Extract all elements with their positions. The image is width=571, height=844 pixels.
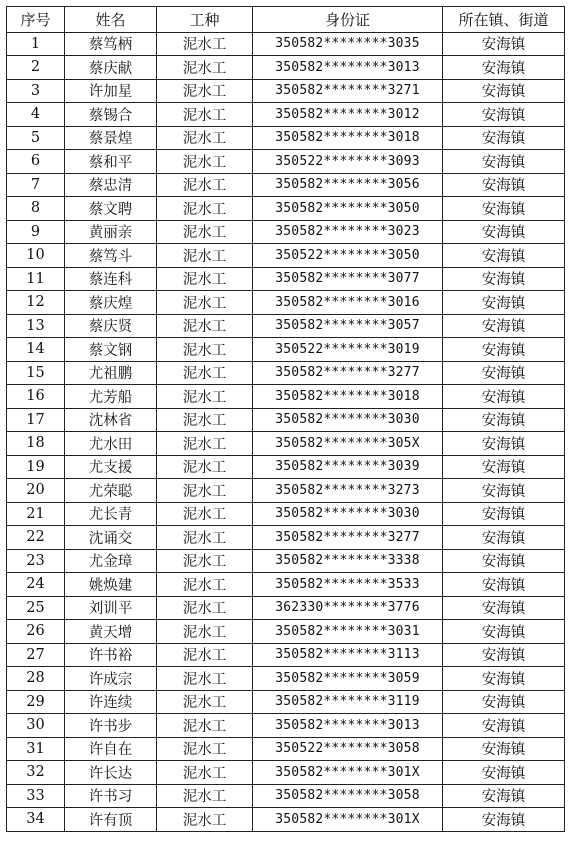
cell-trade: 泥水工: [157, 385, 253, 409]
cell-trade: 泥水工: [157, 737, 253, 761]
cell-index: 17: [7, 408, 65, 432]
cell-id-number: 350582********3277: [253, 361, 443, 385]
cell-index: 27: [7, 643, 65, 667]
cell-town: 安海镇: [443, 573, 565, 597]
cell-index: 32: [7, 761, 65, 785]
cell-name: 许长达: [65, 761, 157, 785]
table-row: [7, 291, 565, 315]
cell-id-number: 350582********3031: [253, 620, 443, 644]
cell-id-number: 350582********301X: [253, 808, 443, 832]
table-row: [7, 338, 565, 362]
cell-index: 30: [7, 714, 65, 738]
cell-town: 安海镇: [443, 432, 565, 456]
table-row: [7, 385, 565, 409]
cell-id-number: 350582********3057: [253, 314, 443, 338]
cell-town: 安海镇: [443, 784, 565, 808]
cell-index: 4: [7, 103, 65, 127]
cell-town: 安海镇: [443, 714, 565, 738]
cell-town: 安海镇: [443, 103, 565, 127]
table-row: [7, 502, 565, 526]
cell-trade: 泥水工: [157, 197, 253, 221]
cell-id-number: 350522********3093: [253, 150, 443, 174]
cell-name: 许成宗: [65, 667, 157, 691]
cell-name: 姚焕建: [65, 573, 157, 597]
cell-trade: 泥水工: [157, 79, 253, 103]
cell-name: 许书习: [65, 784, 157, 808]
cell-trade: 泥水工: [157, 32, 253, 56]
cell-id-number: 350582********3273: [253, 479, 443, 503]
cell-index: 16: [7, 385, 65, 409]
cell-town: 安海镇: [443, 808, 565, 832]
table-row: [7, 56, 565, 80]
cell-id-number: 350582********3113: [253, 643, 443, 667]
cell-name: 蔡笃柄: [65, 32, 157, 56]
cell-name: 蔡景煌: [65, 126, 157, 150]
cell-trade: 泥水工: [157, 761, 253, 785]
cell-index: 1: [7, 32, 65, 56]
cell-name: 沈林省: [65, 408, 157, 432]
cell-town: 安海镇: [443, 502, 565, 526]
table-row: [7, 408, 565, 432]
cell-id-number: 350582********3035: [253, 32, 443, 56]
table-body: [7, 32, 565, 831]
table-row: [7, 126, 565, 150]
header-town-street: 所在镇、街道: [443, 7, 565, 33]
cell-trade: 泥水工: [157, 103, 253, 127]
header-trade: 工种: [157, 7, 253, 33]
table-row: [7, 573, 565, 597]
cell-name: 蔡庆煌: [65, 291, 157, 315]
cell-index: 15: [7, 361, 65, 385]
header-name: 姓名: [65, 7, 157, 33]
cell-town: 安海镇: [443, 667, 565, 691]
cell-name: 蔡文钢: [65, 338, 157, 362]
cell-name: 蔡文聘: [65, 197, 157, 221]
cell-town: 安海镇: [443, 338, 565, 362]
cell-index: 5: [7, 126, 65, 150]
cell-index: 13: [7, 314, 65, 338]
cell-trade: 泥水工: [157, 244, 253, 268]
cell-trade: 泥水工: [157, 784, 253, 808]
cell-town: 安海镇: [443, 761, 565, 785]
cell-trade: 泥水工: [157, 667, 253, 691]
cell-name: 尤芳船: [65, 385, 157, 409]
cell-index: 28: [7, 667, 65, 691]
cell-town: 安海镇: [443, 408, 565, 432]
cell-name: 蔡忠清: [65, 173, 157, 197]
cell-id-number: 350522********3050: [253, 244, 443, 268]
cell-index: 26: [7, 620, 65, 644]
cell-trade: 泥水工: [157, 808, 253, 832]
cell-id-number: 350582********3119: [253, 690, 443, 714]
cell-index: 3: [7, 79, 65, 103]
cell-town: 安海镇: [443, 314, 565, 338]
table-header-row: [7, 7, 565, 33]
cell-id-number: 350582********3030: [253, 502, 443, 526]
cell-name: 蔡庆贤: [65, 314, 157, 338]
cell-trade: 泥水工: [157, 690, 253, 714]
cell-index: 19: [7, 455, 65, 479]
cell-trade: 泥水工: [157, 596, 253, 620]
table-row: [7, 32, 565, 56]
table-row: [7, 361, 565, 385]
cell-name: 蔡锡合: [65, 103, 157, 127]
cell-index: 18: [7, 432, 65, 456]
cell-index: 29: [7, 690, 65, 714]
cell-index: 34: [7, 808, 65, 832]
cell-trade: 泥水工: [157, 643, 253, 667]
cell-id-number: 350582********3056: [253, 173, 443, 197]
cell-town: 安海镇: [443, 220, 565, 244]
cell-name: 许书步: [65, 714, 157, 738]
cell-town: 安海镇: [443, 32, 565, 56]
cell-id-number: 350582********3012: [253, 103, 443, 127]
cell-trade: 泥水工: [157, 126, 253, 150]
cell-id-number: 350582********3039: [253, 455, 443, 479]
cell-name: 许有顶: [65, 808, 157, 832]
cell-town: 安海镇: [443, 150, 565, 174]
cell-trade: 泥水工: [157, 150, 253, 174]
cell-town: 安海镇: [443, 385, 565, 409]
cell-trade: 泥水工: [157, 314, 253, 338]
table-row: [7, 197, 565, 221]
cell-index: 9: [7, 220, 65, 244]
cell-name: 蔡连科: [65, 267, 157, 291]
cell-index: 12: [7, 291, 65, 315]
cell-trade: 泥水工: [157, 56, 253, 80]
cell-index: 11: [7, 267, 65, 291]
cell-town: 安海镇: [443, 173, 565, 197]
cell-town: 安海镇: [443, 549, 565, 573]
table-row: [7, 455, 565, 479]
table-row: [7, 737, 565, 761]
cell-town: 安海镇: [443, 79, 565, 103]
table-row: [7, 267, 565, 291]
cell-id-number: 350582********3277: [253, 526, 443, 550]
cell-index: 20: [7, 479, 65, 503]
cell-town: 安海镇: [443, 126, 565, 150]
cell-id-number: 350582********305X: [253, 432, 443, 456]
cell-index: 14: [7, 338, 65, 362]
cell-index: 31: [7, 737, 65, 761]
cell-trade: 泥水工: [157, 291, 253, 315]
cell-id-number: 350582********3023: [253, 220, 443, 244]
table-row: [7, 479, 565, 503]
cell-index: 8: [7, 197, 65, 221]
worker-list: [6, 6, 565, 832]
cell-trade: 泥水工: [157, 455, 253, 479]
cell-index: 2: [7, 56, 65, 80]
table-row: [7, 808, 565, 832]
table-row: [7, 784, 565, 808]
cell-town: 安海镇: [443, 526, 565, 550]
cell-name: 尤祖鹏: [65, 361, 157, 385]
table-row: [7, 667, 565, 691]
cell-id-number: 350582********3050: [253, 197, 443, 221]
cell-name: 许连续: [65, 690, 157, 714]
cell-id-number: 350582********301X: [253, 761, 443, 785]
cell-name: 沈诵交: [65, 526, 157, 550]
cell-id-number: 350522********3058: [253, 737, 443, 761]
table-row: [7, 432, 565, 456]
table-row: [7, 244, 565, 268]
cell-index: 24: [7, 573, 65, 597]
cell-name: 尤长青: [65, 502, 157, 526]
cell-name: 黄丽亲: [65, 220, 157, 244]
cell-name: 许加星: [65, 79, 157, 103]
cell-id-number: 350582********3338: [253, 549, 443, 573]
table-row: [7, 549, 565, 573]
cell-town: 安海镇: [443, 479, 565, 503]
cell-index: 6: [7, 150, 65, 174]
cell-id-number: 350582********3271: [253, 79, 443, 103]
cell-trade: 泥水工: [157, 573, 253, 597]
cell-id-number: 350582********3018: [253, 385, 443, 409]
cell-name: 黄天增: [65, 620, 157, 644]
table-row: [7, 314, 565, 338]
worker-table: [6, 6, 565, 832]
cell-name: 许书裕: [65, 643, 157, 667]
cell-trade: 泥水工: [157, 338, 253, 362]
cell-trade: 泥水工: [157, 408, 253, 432]
cell-name: 许自在: [65, 737, 157, 761]
table-row: [7, 220, 565, 244]
cell-index: 33: [7, 784, 65, 808]
cell-town: 安海镇: [443, 197, 565, 221]
header-index: 序号: [7, 7, 65, 33]
table-row: [7, 690, 565, 714]
cell-trade: 泥水工: [157, 620, 253, 644]
cell-trade: 泥水工: [157, 361, 253, 385]
cell-name: 蔡笃斗: [65, 244, 157, 268]
cell-town: 安海镇: [443, 267, 565, 291]
cell-name: 蔡和平: [65, 150, 157, 174]
cell-id-number: 350582********3058: [253, 784, 443, 808]
cell-id-number: 350582********3077: [253, 267, 443, 291]
table-row: [7, 620, 565, 644]
cell-name: 蔡庆献: [65, 56, 157, 80]
cell-index: 7: [7, 173, 65, 197]
cell-index: 23: [7, 549, 65, 573]
cell-trade: 泥水工: [157, 714, 253, 738]
table-row: [7, 173, 565, 197]
cell-trade: 泥水工: [157, 526, 253, 550]
cell-trade: 泥水工: [157, 502, 253, 526]
cell-trade: 泥水工: [157, 432, 253, 456]
table-row: [7, 103, 565, 127]
cell-trade: 泥水工: [157, 173, 253, 197]
cell-index: 21: [7, 502, 65, 526]
cell-name: 尤水田: [65, 432, 157, 456]
cell-id-number: 362330********3776: [253, 596, 443, 620]
cell-town: 安海镇: [443, 620, 565, 644]
header-id-number: 身份证: [253, 7, 443, 33]
cell-id-number: 350582********3013: [253, 714, 443, 738]
table-row: [7, 596, 565, 620]
cell-town: 安海镇: [443, 455, 565, 479]
cell-index: 25: [7, 596, 65, 620]
table-row: [7, 643, 565, 667]
cell-id-number: 350582********3016: [253, 291, 443, 315]
cell-town: 安海镇: [443, 291, 565, 315]
cell-id-number: 350582********3059: [253, 667, 443, 691]
cell-id-number: 350582********3018: [253, 126, 443, 150]
cell-town: 安海镇: [443, 737, 565, 761]
cell-town: 安海镇: [443, 244, 565, 268]
cell-trade: 泥水工: [157, 220, 253, 244]
cell-id-number: 350582********3030: [253, 408, 443, 432]
cell-index: 22: [7, 526, 65, 550]
cell-trade: 泥水工: [157, 267, 253, 291]
table-row: [7, 714, 565, 738]
table-row: [7, 526, 565, 550]
cell-name: 尤荣聪: [65, 479, 157, 503]
table-row: [7, 761, 565, 785]
cell-town: 安海镇: [443, 643, 565, 667]
cell-name: 尤支援: [65, 455, 157, 479]
cell-trade: 泥水工: [157, 479, 253, 503]
cell-trade: 泥水工: [157, 549, 253, 573]
cell-id-number: 350582********3013: [253, 56, 443, 80]
cell-index: 10: [7, 244, 65, 268]
table-row: [7, 150, 565, 174]
table-row: [7, 79, 565, 103]
cell-town: 安海镇: [443, 690, 565, 714]
cell-id-number: 350582********3533: [253, 573, 443, 597]
cell-id-number: 350522********3019: [253, 338, 443, 362]
cell-town: 安海镇: [443, 596, 565, 620]
cell-town: 安海镇: [443, 361, 565, 385]
cell-name: 刘训平: [65, 596, 157, 620]
cell-town: 安海镇: [443, 56, 565, 80]
cell-name: 尤金璋: [65, 549, 157, 573]
